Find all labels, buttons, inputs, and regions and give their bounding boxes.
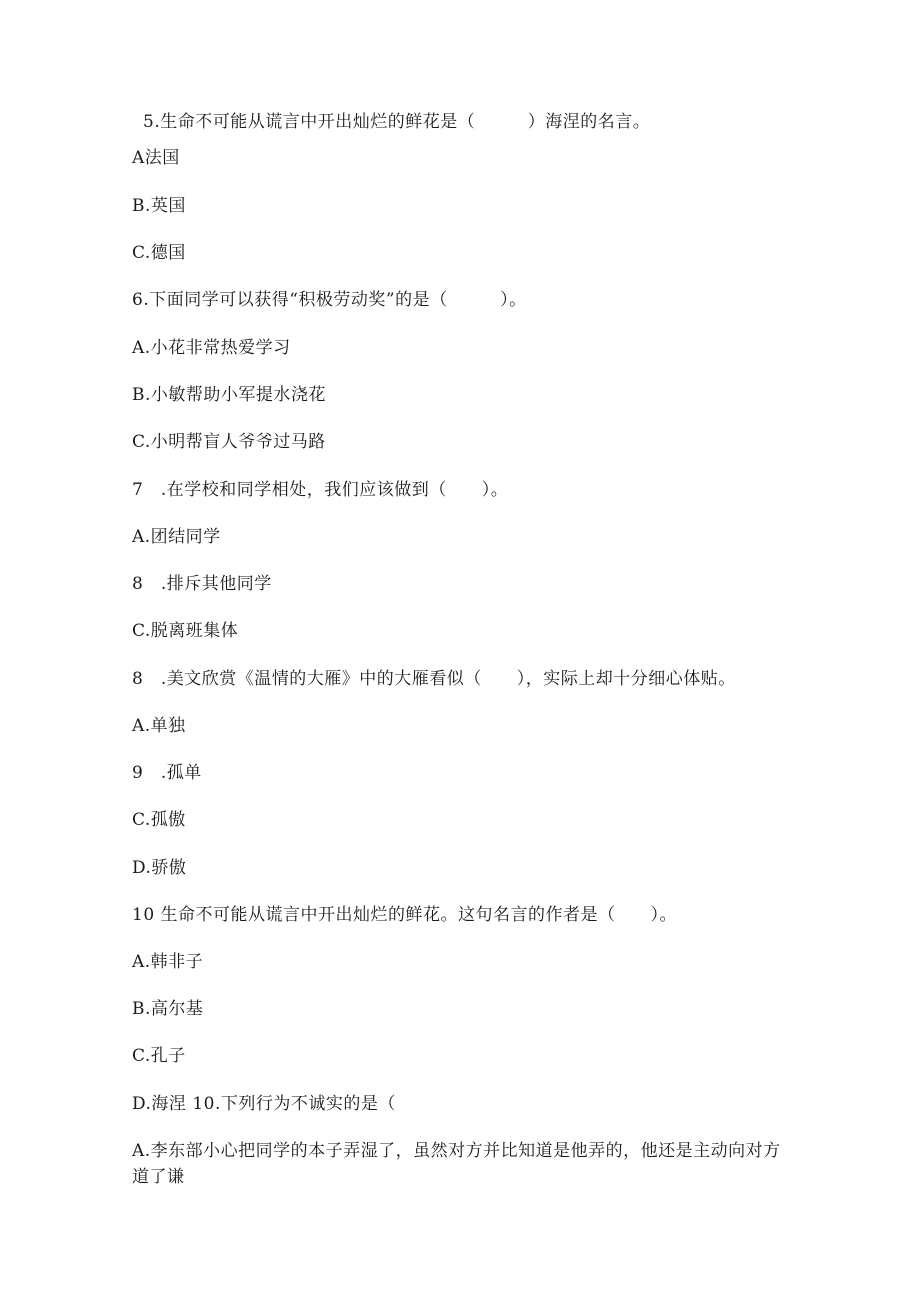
option-d: D.骄傲 (132, 858, 187, 878)
option-c: C.脱离班集体 (132, 621, 239, 641)
question-10: 10 生命不可能从谎言中开出灿烂的鲜花。这句名言的作者是（ ）。 (132, 905, 678, 925)
option-c: C.孤傲 (132, 810, 186, 830)
question-8: 8 .美文欣赏《温情的大雁》中的大雁看似（ ），实际上却十分细心体贴。 (132, 669, 736, 689)
option-b: 9 .孤单 (132, 763, 202, 783)
question-6: 6.下面同学可以获得“积极劳动奖”的是（ ）。 (132, 290, 527, 310)
option-a: A.韩非子 (132, 952, 204, 972)
option-b: B.英国 (132, 196, 186, 216)
question-5: 5.生命不可能从谎言中开出灿烂的鲜花是（ ）海涅的名言。 (143, 112, 651, 132)
option-a: A.单独 (132, 716, 186, 736)
option-c: C.孔子 (132, 1046, 186, 1066)
option-a: A.团结同学 (132, 527, 221, 547)
option-a: A法国 (132, 148, 180, 168)
option-c: C.德国 (132, 243, 186, 263)
option-d: D.海涅 10.下列行为不诚实的是（ (132, 1094, 396, 1114)
question-7: 7 .在学校和同学相处，我们应该做到（ ）。 (132, 480, 509, 500)
option-b: B.高尔基 (132, 999, 204, 1019)
option-b: 8 .排斥其他同学 (132, 574, 272, 594)
option-c: C.小明帮盲人爷爷过马路 (132, 432, 326, 452)
option-b: B.小敏帮助小军提水浇花 (132, 385, 326, 405)
option-a-long: A.李东部小心把同学的本子弄湿了，虽然对方并比知道是他弄的，他还是主动向对方道了谦 (132, 1141, 781, 1187)
option-a: A.小花非常热爱学习 (132, 338, 291, 358)
